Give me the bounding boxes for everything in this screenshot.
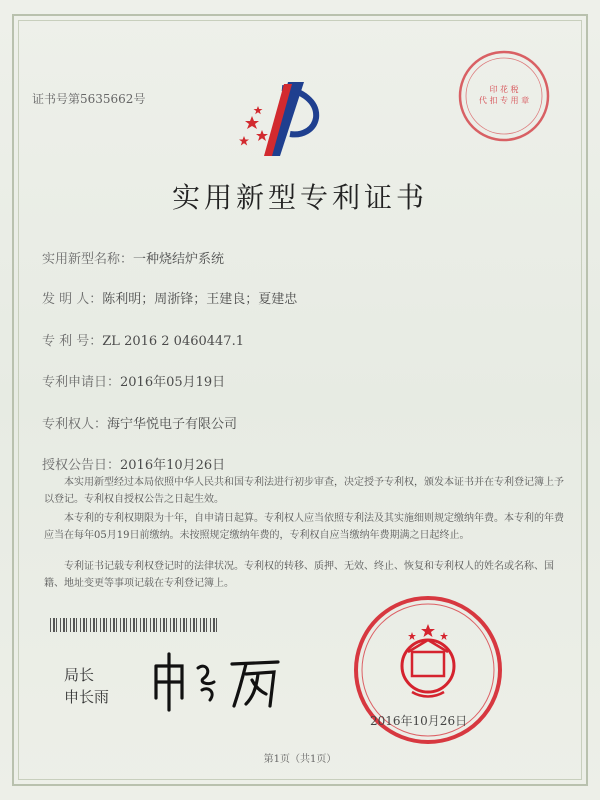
paragraph-1: 本实用新型经过本局依照中华人民共和国专利法进行初步审查，决定授予专利权，颁发本证书并在专利登记簿上予以登记。专利权自授权公告之日起生效。: [44, 477, 564, 505]
paragraph-2: 本专利的专利权期限为十年，自申请日起算。专利权人应当依照专利法及其实施细则规定缴纳年费。本专利的年费应当在每年05月19日前缴纳。未按照规定缴纳年费的，专利权自应当缴纳年费期满之日起终止。: [44, 513, 564, 541]
paragraph-3: 专利证书记载专利权登记时的法律状况。专利权的转移、质押、无效、终止、恢复和专利权人的姓名或名称、国籍、地址变更等事项记载在专利登记簿上。: [44, 561, 554, 589]
stamp-duty-seal: [456, 48, 552, 144]
page-title: 实用新型专利证书: [171, 181, 428, 214]
seal-top-text: [456, 84, 552, 106]
field-utility-model-name: 实用新型名称：一种烧结炉系统: [42, 252, 225, 267]
field-filing-date: 专利申请日：2016年05月19日: [42, 375, 226, 390]
field-inventors: 发 明 人：陈利明；周浙锋；王建良；夏建忠: [42, 292, 298, 307]
certificate-number: 证书号第5635662号: [32, 92, 146, 106]
seal-top-line-2: 代 扣 专 用 章: [478, 96, 530, 105]
patent-office-logo-icon: [232, 78, 332, 158]
director-signature: [146, 646, 296, 716]
seal-top-line-1: 印 花 税: [489, 85, 519, 94]
field-grant-date: 授权公告日：2016年10月26日: [42, 458, 226, 473]
field-patent-number: 专 利 号：ZL 2016 2 0460447.1: [42, 334, 244, 349]
barcode: [50, 618, 220, 632]
director-name: 申长雨: [64, 688, 110, 706]
page-footer: 第1页（共1页）: [263, 754, 337, 765]
director-title: 局长: [64, 666, 95, 684]
seal-date: 2016年10月26日: [370, 714, 468, 728]
field-patent-holder: 专利权人：海宁华悦电子有限公司: [42, 417, 238, 432]
